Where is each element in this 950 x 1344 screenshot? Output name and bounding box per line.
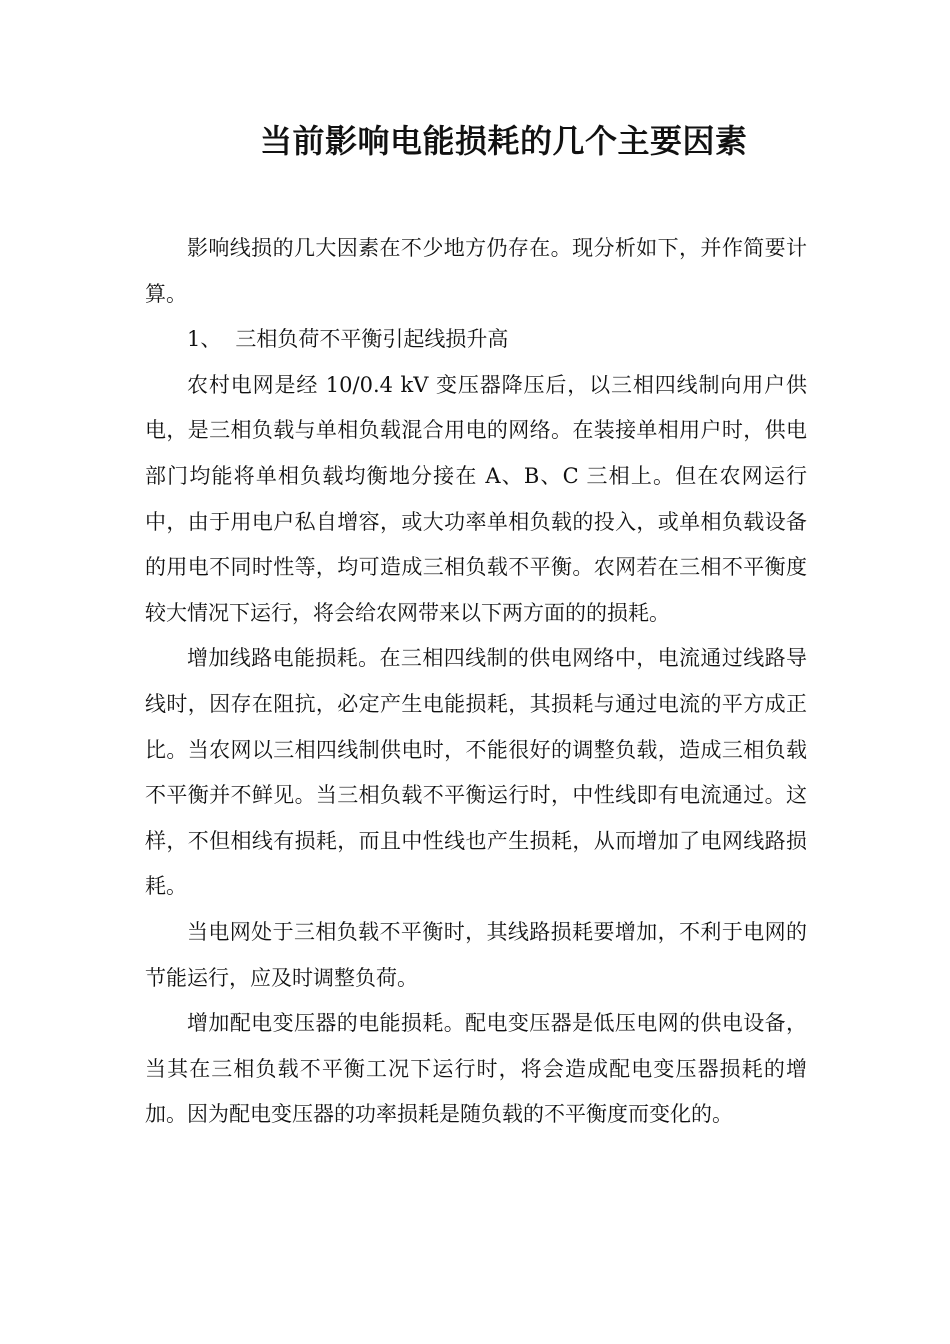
paragraph-intro: 影响线损的几大因素在不少地方仍存在。现分析如下，并作简要计算。 bbox=[145, 236, 807, 306]
section-heading-1 bbox=[145, 317, 807, 363]
paragraph-rural-grid: 农村电网是经 10/0.4 kV 变压器降压后，以三相四线制向用户供电，是三相负载与单相负载混合用电的网络。在装接单相用户时，供电部门均能将单相负载均衡地分接在 A、B、C 三相上。但在农网运行中，由于用电户私自增容，或大功率单相负载的投入，或单相负载设备的用电不同时性等，均可造成三相负载不平衡。农网若在三相不平衡度较大情况下运行，将会给农网带来以下两方面的的损耗。 bbox=[145, 372, 807, 625]
paragraph-transformer-loss: 增加配电变压器的电能损耗。配电变压器是低压电网的供电设备，当其在三相负载不平衡工况下运行时，将会造成配电变压器损耗的增加。因为配电变压器的功率损耗是随负载的不平衡度而变化的。 bbox=[145, 1011, 807, 1127]
paragraph-line-loss: 增加线路电能损耗。在三相四线制的供电网络中，电流通过线路导线时，因存在阻抗，必定产生电能损耗，其损耗与通过电流的平方成正比。当农网以三相四线制供电时，不能很好的调整负载，造成三相负载不平衡并不鲜见。当三相负载不平衡运行时，中性线即有电流通过。这样，不但相线有损耗，而且中性线也产生损耗，从而增加了电网线路损耗。 bbox=[145, 646, 807, 899]
paragraph-adjust-load: 当电网处于三相负载不平衡时，其线路损耗要增加，不利于电网的节能运行，应及时调整负荷。 bbox=[145, 919, 807, 990]
section-heading-text: 三相负荷不平衡引起线损升高 bbox=[235, 327, 509, 352]
document-title: 当前影响电能损耗的几个主要因素 bbox=[260, 122, 748, 160]
document-body bbox=[145, 226, 807, 1138]
section-heading-number: 1、 bbox=[187, 327, 222, 352]
